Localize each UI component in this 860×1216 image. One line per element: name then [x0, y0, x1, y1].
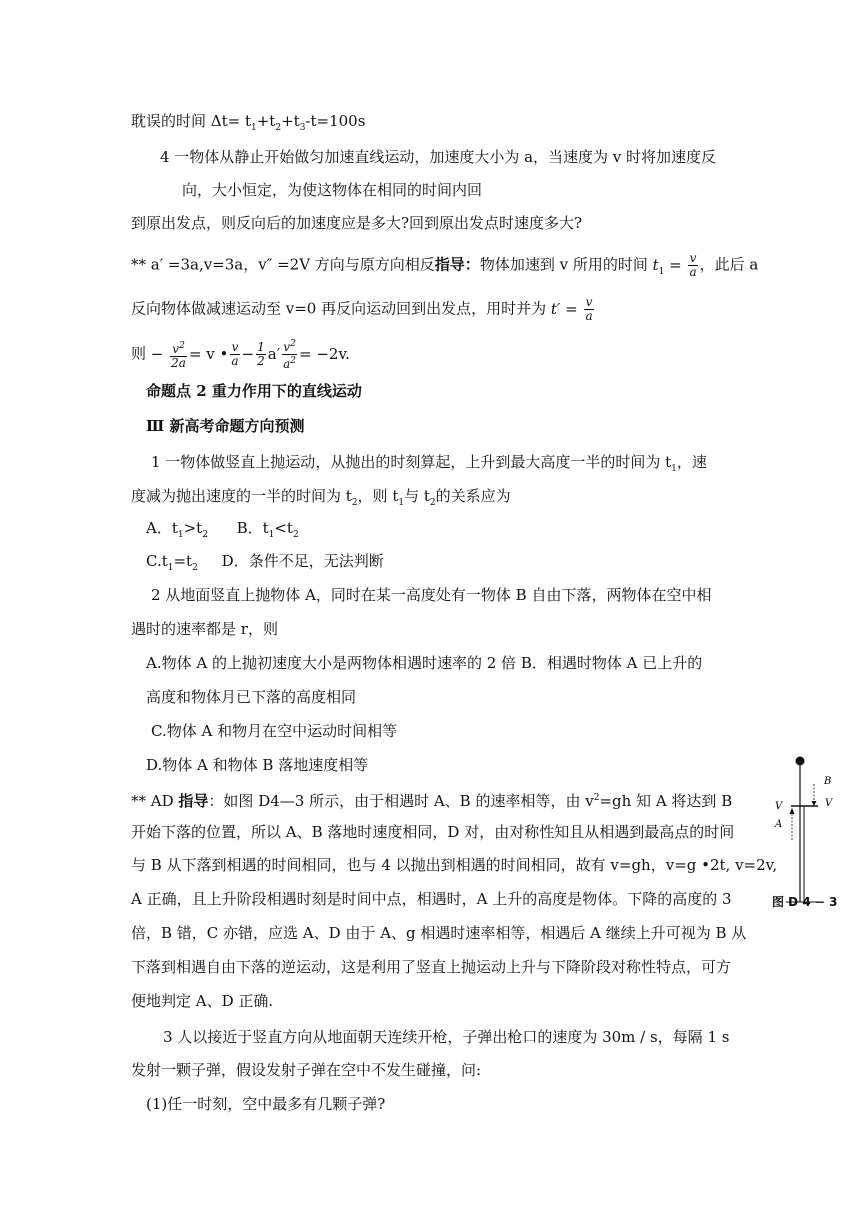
question-2-option-d: D.物体 A 和物体 B 落地速度相等 [146, 756, 369, 774]
question-2-option-c: C.物体 A 和物月在空中运动时间相等 [151, 722, 398, 740]
question-1-options-cd [146, 551, 384, 578]
answer-2-line-5: 倍，B 错，C 亦错，应选 A、D 由于 A、g 相遇时速率相等，相遇后 A 继续上升可视为 B 从 [131, 924, 747, 942]
formula-t1: $t_1$ = $\frac{v}{a}$ [652, 251, 697, 279]
label-v-right: V [825, 798, 833, 809]
question-4-line-3: 到原出发点，则反向后的加速度应是多大?回到原出发点时速度多大? [131, 214, 583, 232]
figure-caption: 图 D 4 − 3 [772, 895, 838, 909]
line-delay-time: 耽误的时间 $\Delta t= t_1+t_2+t_3-t=100s$ [131, 112, 366, 133]
option-c: $C.t_1=t_2$ [146, 552, 198, 573]
question-1-line-1: 1 一物体做竖直上抛运动，从抛出的时刻算起，上升到最大高度一半的时间为 $t_1$，速 [151, 453, 707, 474]
label-a: A [775, 819, 783, 830]
question-1-line-2: 度减为抛出速度的一半的时间为 $t_2$，则 $t_1$与 $t_2$的关系应为 [131, 487, 511, 508]
equation-body: − $\frac{v^2}{2a}$ = v • $\frac{v}{a}$ − $\frac{1}{2}$ a′ $\frac{v^2}{a^2}$ = −2v. [150, 339, 350, 371]
question-2-option-a: A.物体 A 的上抛初速度大小是两物体相遇时速率的 2 倍 B．相遇时物体 A 已上升的 [146, 654, 703, 672]
arrow-a-head-icon [790, 808, 795, 814]
answer-4-line-1: ** a′ =3a,v=3a，v″ =2V 方向与原方向相反指导：物体加速到 v 所用的时间 $t_1$ = $\frac{v}{a}$ ，此后 a [131, 251, 759, 279]
option-d: D．条件不足，无法判断 [221, 552, 384, 570]
question-1-options-ab [146, 518, 299, 545]
answer-4-equation: 则 − $\frac{v^2}{2a}$ = v • $\frac{v}{a}$ − $\frac{1}{2}$ a′ $\frac{v^2}{a^2}$ = −2v. [131, 339, 350, 371]
option-a: A．$t_1>t_2$ [146, 519, 208, 540]
question-2-line-1: 2 从地面竖直上抛物体 A，同时在某一高度处有一物体 B 自由下落，两物体在空中相 [151, 586, 712, 604]
answer-2-line-2: 开始下落的位置，所以 A、B 落地时速度相同，D 对，由对称性知且从相遇到最高点的时间 [131, 823, 735, 841]
question-4-line-2: 向，大小恒定，为使这物体在相同的时间内回 [182, 181, 483, 199]
answer-2-line-3: 与 B 从下落到相遇的时间相同，也与 4 以抛出到相遇的时间相同，故有 v=gh，v=g •2t, v=2v, [131, 856, 778, 874]
question-2-line-2: 遇时的速率都是 r，则 [131, 620, 278, 638]
answer-4-line-2: 反向物体做减速运动至 v=0 再反向运动回到出发点，用时并为 t′ = $\frac{v}{a}$ [131, 296, 596, 323]
question-3-line-2: 发射一颗子弹，假设发射子弹在空中不发生碰撞，问: [131, 1061, 482, 1079]
answer-2-line-7: 便地判定 A、D 正确. [131, 992, 274, 1010]
formula-t-prime: t′ = $\frac{v}{a}$ [550, 295, 593, 323]
section-subtitle: Ⅲ 新高考命题方向预测 [146, 417, 305, 435]
question-4-line-1: 4 一物体从静止开始做匀加速直线运动，加速度大小为 a，当速度为 v 时将加速度反 [160, 148, 717, 166]
figure-d4-3 [762, 752, 852, 912]
question-2-option-a-cont: 高度和物体月已下落的高度相同 [146, 688, 357, 706]
question-3-line-1: 3 人以接近于竖直方向从地面朝天连续开枪，子弹出枪口的速度为 30m / s，每隔 1 s [163, 1028, 730, 1046]
answer-2-line-6: 下落到相遇自由下落的逆运动，这是利用了竖直上抛运动上升与下降阶段对称性特点，可方 [131, 958, 732, 976]
arrow-b-head-icon [812, 801, 817, 806]
answer-2-line-4: A 正确，且上升阶段相遇时刻是时间中点，相遇时，A 上升的高度是物体。下降的高度的 3 [131, 890, 732, 908]
answer-2-line-1: ** AD 指导：如图 D4—3 所示，由于相遇时 A、B 的速率相等，由 $v^2=gh$ 知 A 将达到 B [131, 792, 733, 810]
label-b: B [824, 776, 832, 787]
section-title: 命题点 2 重力作用下的直线运动 [146, 382, 362, 400]
option-b: B．$t_1<t_2$ [236, 519, 299, 540]
question-3-subquestion-1: (1)任一时刻，空中最多有几颗子弹? [146, 1095, 386, 1113]
label-v-left: V [775, 801, 783, 812]
ball-b-icon [796, 757, 805, 766]
